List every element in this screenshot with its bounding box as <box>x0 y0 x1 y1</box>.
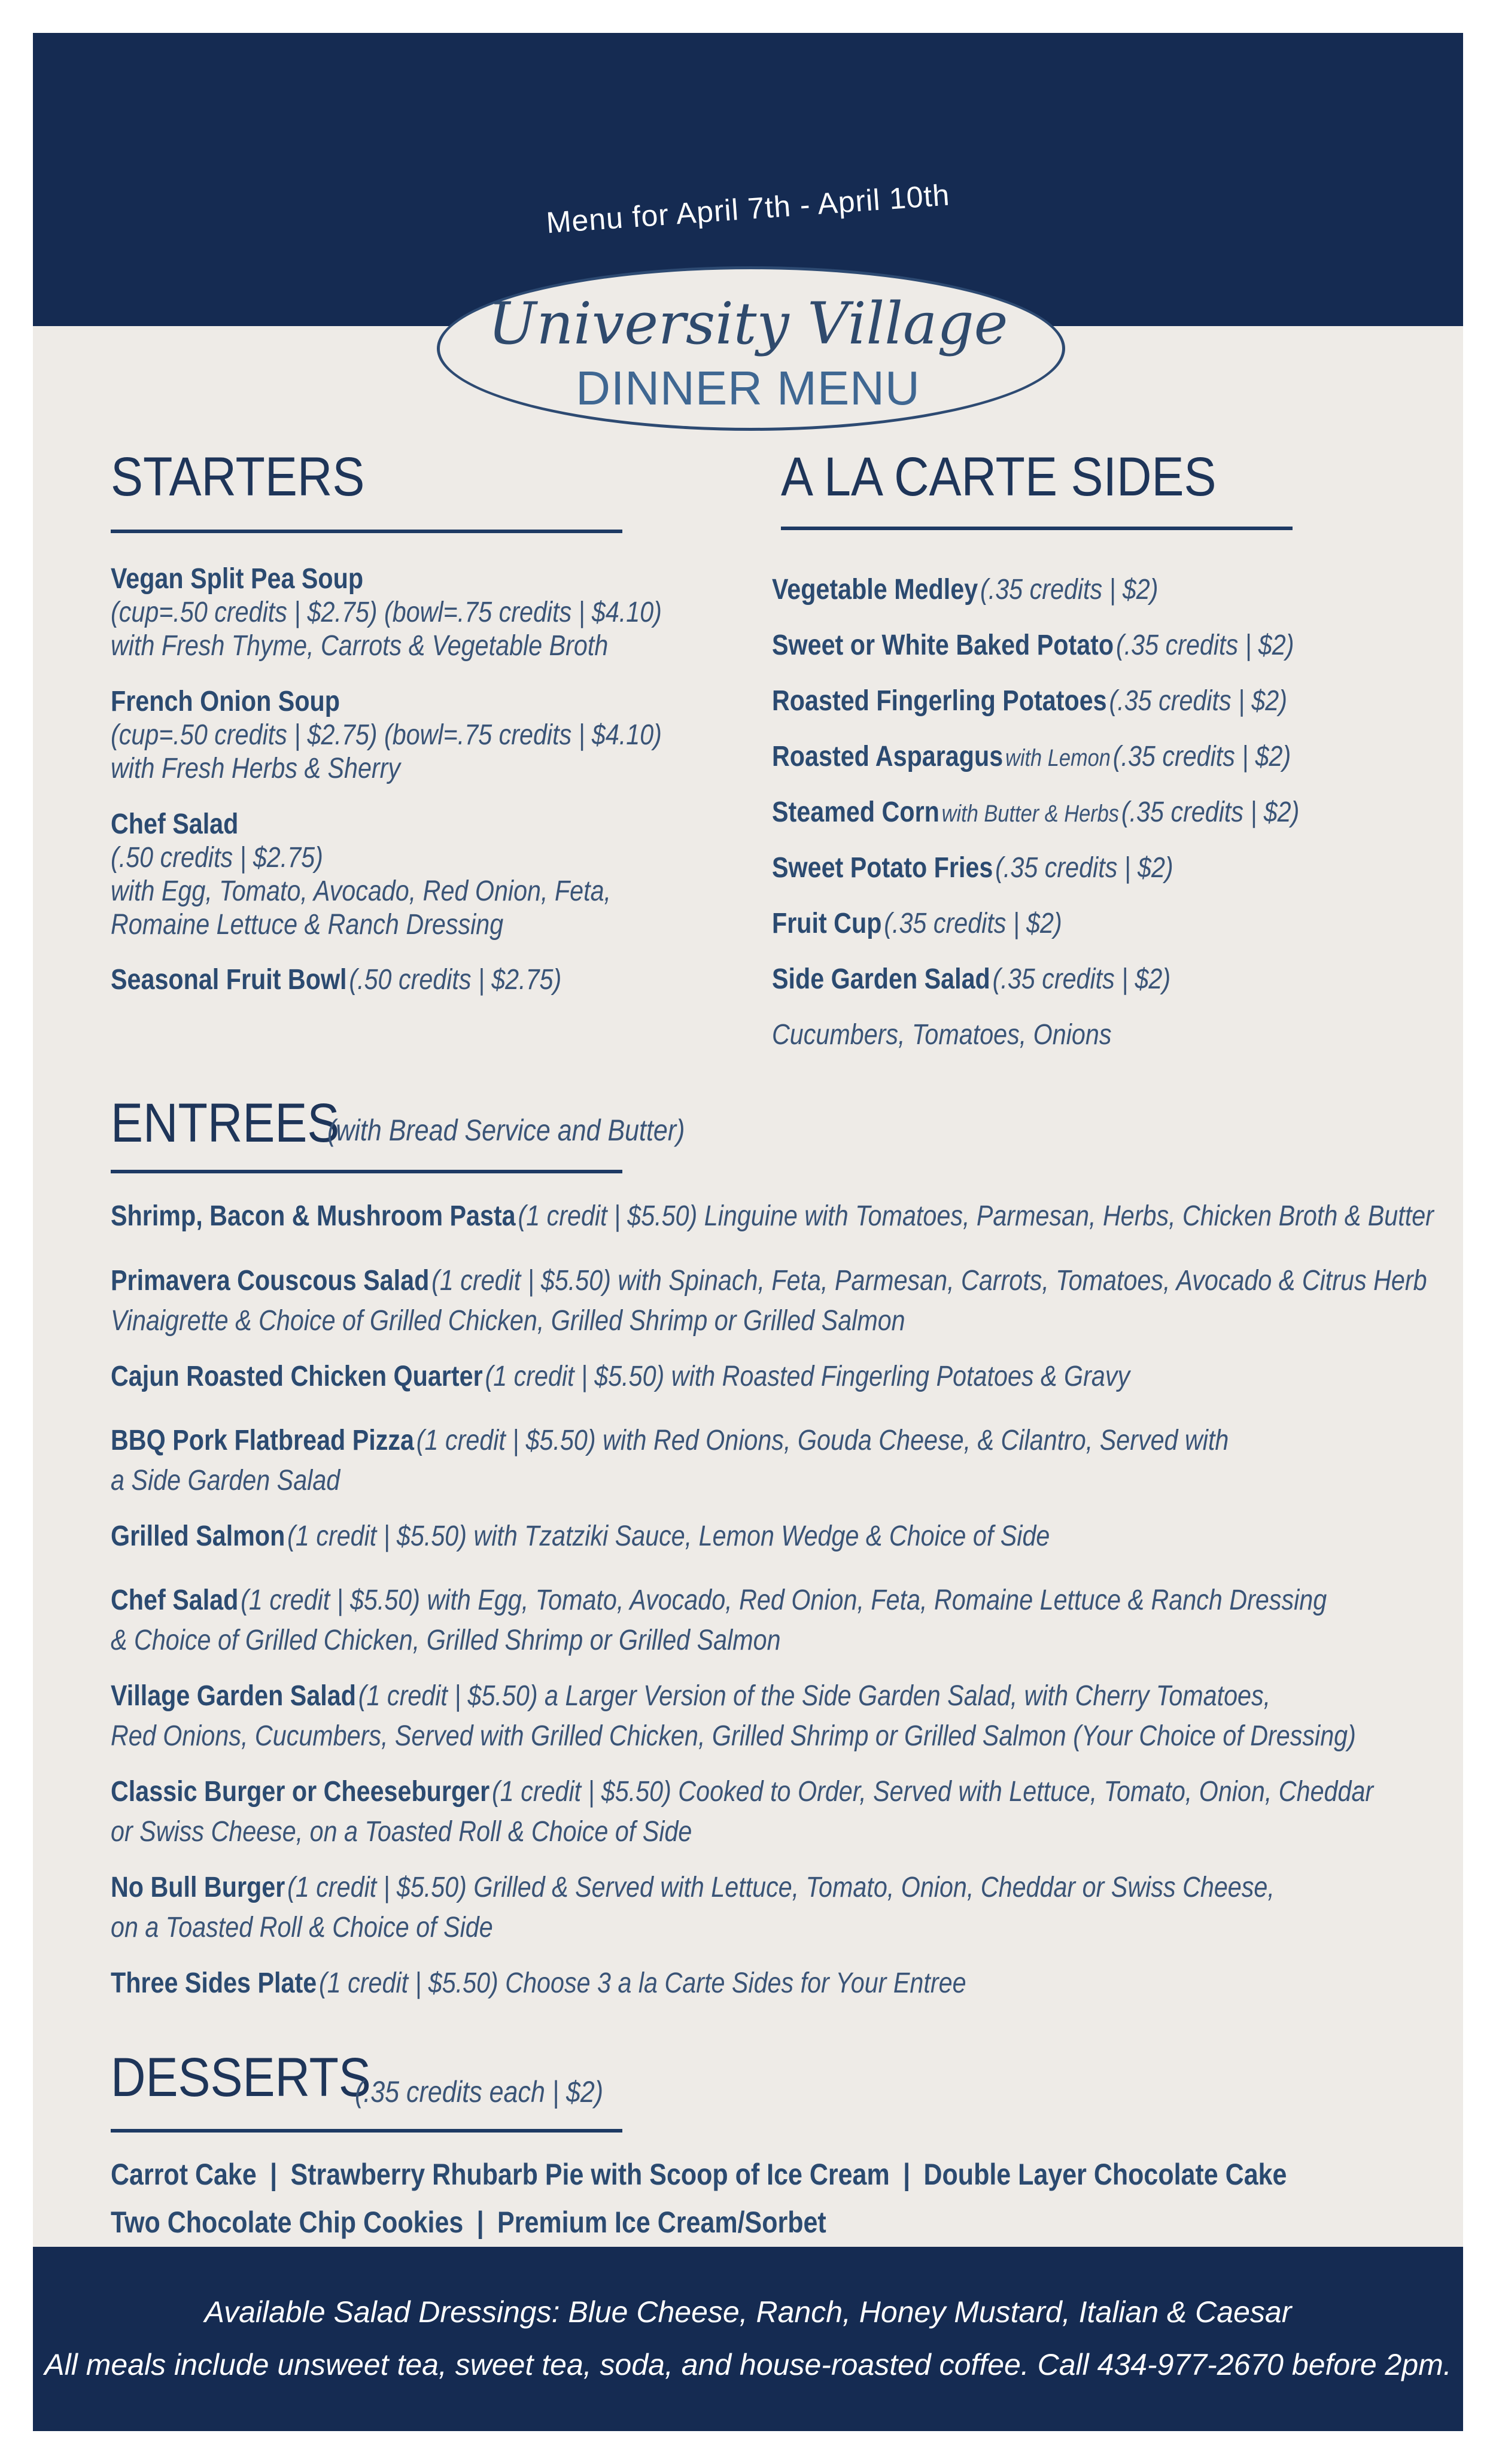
entree-desc: (1 credit | $5.50) with Egg, Tomato, Avocado, Red Onion, Feta, Romaine Lettuce & Ranch Dressing <box>241 1584 1327 1616</box>
starter-item-desc: Romaine Lettuce & Ranch Dressing <box>111 909 504 941</box>
footer-band <box>33 2247 1463 2431</box>
starter-item-desc: with Fresh Herbs & Sherry <box>111 753 401 784</box>
menu-page <box>33 33 1463 2431</box>
entree-name: Cajun Roasted Chicken Quarter <box>111 1361 483 1392</box>
desserts-rule <box>111 2129 622 2133</box>
side-garden-salad-note: Cucumbers, Tomatoes, Onions <box>772 1019 1112 1051</box>
starter-item-price: (.50 credits | $2.75) <box>349 964 562 996</box>
entree-desc: (1 credit | $5.50) Choose 3 a la Carte Sides for Your Entree <box>318 1967 966 1999</box>
menu-subtitle: DINNER MENU <box>576 361 920 415</box>
starter-item-name: Seasonal Fruit Bowl <box>111 964 347 996</box>
meal-info-note: All meals include unsweet tea, sweet tea, soda, and house-roasted coffee. Call 434-977-2670 before 2pm. <box>44 2348 1452 2381</box>
entree-desc: (1 credit | $5.50) Cooked to Order, Served with Lettuce, Tomato, Onion, Cheddar <box>492 1776 1374 1808</box>
entrees-heading: ENTREES <box>111 1093 340 1154</box>
side-item-name: Fruit Cup <box>772 908 882 939</box>
starter-item-name: French Onion Soup <box>111 686 340 717</box>
entree-desc: (1 credit | $5.50) with Tzatziki Sauce, Lemon Wedge & Choice of Side <box>287 1520 1050 1552</box>
starter-item-price: (cup=.50 credits | $2.75) (bowl=.75 credits | $4.10) <box>111 719 662 751</box>
side-item <box>772 621 1299 677</box>
side-item-name: Steamed Corn <box>772 796 939 828</box>
entree-name: Shrimp, Bacon & Mushroom Pasta <box>111 1200 516 1232</box>
starters-heading: STARTERS <box>111 446 365 507</box>
dessert-item: Two Chocolate Chip Cookies <box>111 2206 464 2239</box>
side-item <box>772 955 1299 1011</box>
starter-item-price: (cup=.50 credits | $2.75) (bowl=.75 credits | $4.10) <box>111 597 662 628</box>
entree-desc: (1 credit | $5.50) with Spinach, Feta, Parmesan, Carrots, Tomatoes, Avocado & Citrus Herb <box>431 1265 1427 1297</box>
side-item-name: Vegetable Medley <box>772 574 978 606</box>
starter-item <box>111 685 662 786</box>
entree-item <box>111 1871 1275 1945</box>
side-item <box>772 677 1299 732</box>
entree-desc-2: & Choice of Grilled Chicken, Grilled Shrimp or Grilled Salmon <box>111 1625 781 1656</box>
entree-item <box>111 1775 1373 1849</box>
entree-desc: (1 credit | $5.50) Linguine with Tomatoes, Parmesan, Herbs, Chicken Broth & Butter <box>518 1200 1434 1232</box>
dessert-separator: | <box>903 2158 911 2191</box>
side-item-price: (.35 credits | $2) <box>995 852 1173 884</box>
entree-name: BBQ Pork Flatbread Pizza <box>111 1425 414 1456</box>
starters-rule <box>111 530 622 533</box>
entree-name: Grilled Salmon <box>111 1520 285 1552</box>
side-item-note: with Lemon <box>1005 745 1111 771</box>
starter-item <box>111 562 662 663</box>
entrees-rule <box>111 1170 622 1173</box>
entree-name: No Bull Burger <box>111 1872 285 1903</box>
sides-rule <box>781 527 1293 530</box>
menu-dates: Menu for April 7th - April 10th <box>545 178 951 240</box>
side-item-price: (.35 credits | $2) <box>1109 685 1287 717</box>
side-item-price: (.35 credits | $2) <box>1121 796 1300 828</box>
side-item-price: (.35 credits | $2) <box>980 574 1159 606</box>
starter-item-price: (.50 credits | $2.75) <box>111 842 323 874</box>
entree-name: Classic Burger or Cheeseburger <box>111 1776 490 1808</box>
entree-name: Chef Salad <box>111 1584 239 1616</box>
sides-heading: A LA CARTE SIDES <box>781 446 1217 507</box>
entree-desc-2: or Swiss Cheese, on a Toasted Roll & Choice of Side <box>111 1816 692 1848</box>
side-item-note: with Butter & Herbs <box>941 801 1120 827</box>
dessert-separator: | <box>476 2206 484 2239</box>
starter-item-name: Vegan Split Pea Soup <box>111 563 364 595</box>
side-item <box>772 788 1299 844</box>
menu-script-title: University Village <box>488 290 1008 357</box>
entree-item <box>111 1520 1050 1560</box>
entree-item <box>111 1424 1229 1498</box>
entrees-note: (with Bread Service and Butter) <box>327 1114 685 1147</box>
desserts-heading: DESSERTS <box>111 2047 371 2108</box>
entree-item <box>111 1200 1434 1240</box>
entree-item <box>111 1967 966 2007</box>
entree-item <box>111 1360 1130 1400</box>
side-item-price: (.35 credits | $2) <box>884 908 1062 939</box>
starter-item-desc: with Egg, Tomato, Avocado, Red Onion, Feta, <box>111 875 612 907</box>
side-item <box>772 844 1299 899</box>
entree-desc: (1 credit | $5.50) a Larger Version of the Side Garden Salad, with Cherry Tomatoes, <box>358 1680 1271 1712</box>
entree-desc-2: Red Onions, Cucumbers, Served with Grilled Chicken, Grilled Shrimp or Grilled Salmon (Your Choice of Dressing) <box>111 1720 1356 1752</box>
entree-item <box>111 1584 1327 1657</box>
salad-dressings-note: Available Salad Dressings: Blue Cheese, Ranch, Honey Mustard, Italian & Caesar <box>204 2295 1292 2329</box>
starter-item-name: Chef Salad <box>111 808 239 840</box>
entree-desc: (1 credit | $5.50) with Roasted Fingerling Potatoes & Gravy <box>485 1361 1130 1392</box>
starter-item <box>111 963 561 1003</box>
entree-desc-2: a Side Garden Salad <box>111 1465 340 1496</box>
entree-name: Primavera Couscous Salad <box>111 1265 430 1297</box>
entree-desc-2: on a Toasted Roll & Choice of Side <box>111 1912 493 1943</box>
side-item-name: Roasted Fingerling Potatoes <box>772 685 1107 717</box>
dessert-item: Premium Ice Cream/Sorbet <box>497 2206 826 2239</box>
entree-name: Three Sides Plate <box>111 1967 317 1999</box>
entree-item <box>111 1264 1427 1338</box>
sides-list <box>772 565 1299 1060</box>
entree-desc-2: Vinaigrette & Choice of Grilled Chicken, Grilled Shrimp or Grilled Salmon <box>111 1305 905 1337</box>
side-item-name: Sweet or White Baked Potato <box>772 629 1114 661</box>
side-item-price: (.35 credits | $2) <box>1115 629 1294 661</box>
dessert-row <box>111 2157 1287 2192</box>
side-item-price: (.35 credits | $2) <box>992 963 1171 995</box>
starter-item-desc: with Fresh Thyme, Carrots & Vegetable Broth <box>111 630 609 662</box>
side-item <box>772 565 1299 621</box>
desserts-note: (.35 credits each | $2) <box>355 2075 604 2109</box>
entree-desc: (1 credit | $5.50) Grilled & Served with Lettuce, Tomato, Onion, Cheddar or Swiss Cheese, <box>287 1872 1275 1903</box>
side-item-price: (.35 credits | $2) <box>1112 741 1291 772</box>
dessert-item: Carrot Cake <box>111 2158 257 2191</box>
starter-item <box>111 808 611 942</box>
dessert-item: Double Layer Chocolate Cake <box>923 2158 1287 2191</box>
side-item <box>772 899 1299 955</box>
entree-item <box>111 1680 1356 1753</box>
side-item-name: Roasted Asparagus <box>772 741 1004 772</box>
dessert-row <box>111 2205 826 2240</box>
side-item <box>772 732 1299 788</box>
dessert-separator: | <box>270 2158 278 2191</box>
entree-desc: (1 credit | $5.50) with Red Onions, Gouda Cheese, & Cilantro, Served with <box>416 1425 1229 1456</box>
dessert-item: Strawberry Rhubarb Pie with Scoop of Ice Cream <box>290 2158 890 2191</box>
side-item-name: Side Garden Salad <box>772 963 990 995</box>
entree-name: Village Garden Salad <box>111 1680 356 1712</box>
side-item-name: Sweet Potato Fries <box>772 852 993 884</box>
